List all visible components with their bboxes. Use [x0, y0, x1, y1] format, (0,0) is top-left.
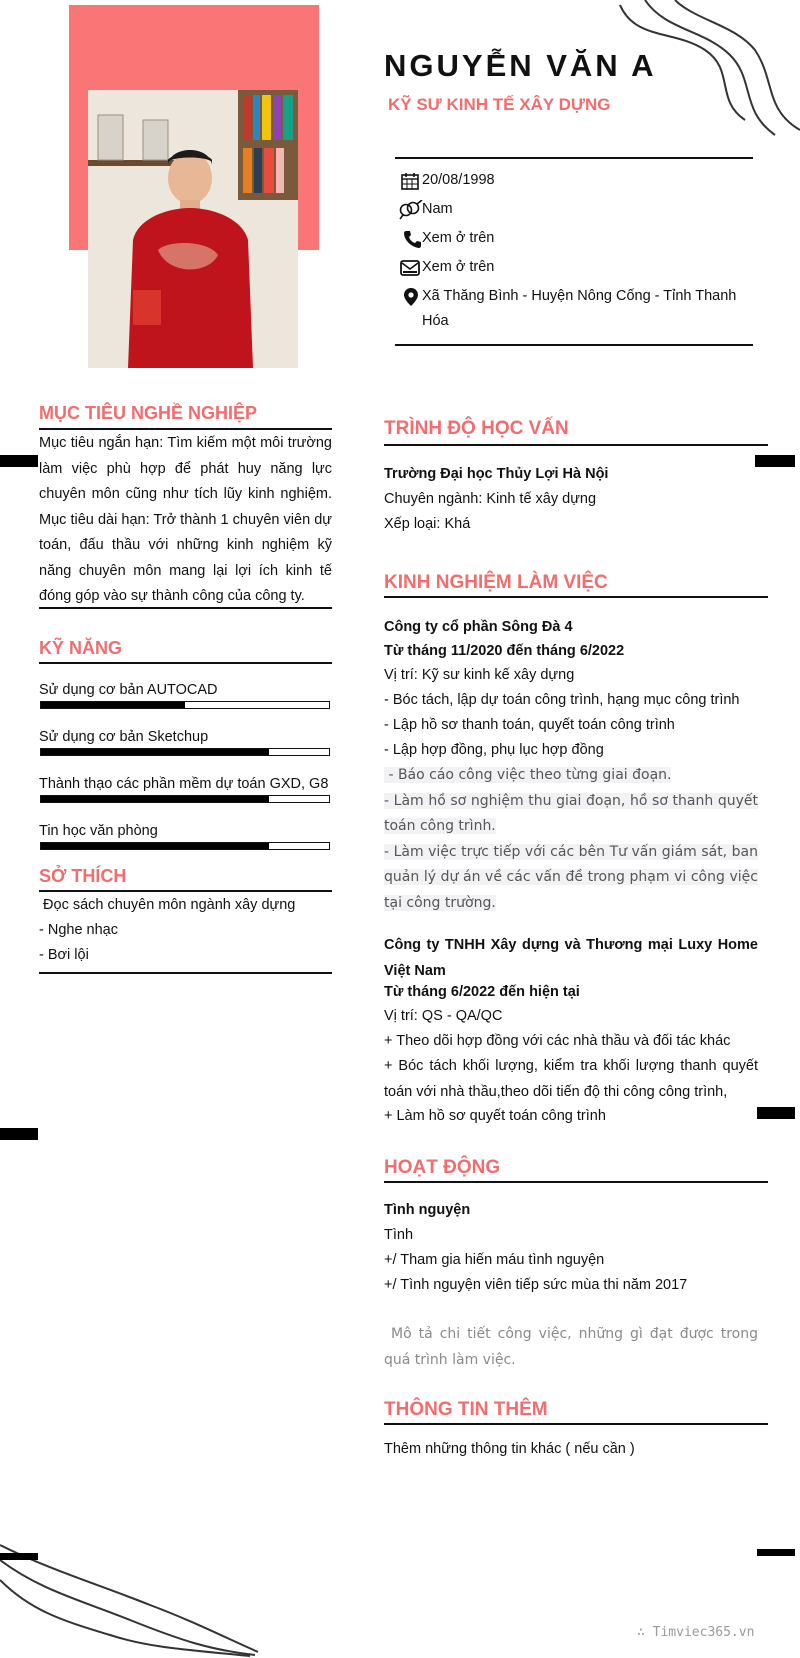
calendar-icon [400, 171, 420, 191]
avatar [88, 90, 298, 368]
job-duty: + Làm hồ sơ quyết toán công trình [384, 1108, 606, 1124]
experience-title: KINH NGHIỆM LÀM VIỆC [384, 572, 608, 593]
job-duty: + Bóc tách khối lượng, kiểm tra khối lượng thanh quyết toán với nhà thầu,theo dõi tiến độ thi công công trình, [384, 1058, 758, 1100]
job-period: Từ tháng 6/2022 đến hiện tại [384, 984, 580, 1000]
education-title: TRÌNH ĐỘ HỌC VẤN [384, 418, 569, 439]
edge-block [0, 1128, 38, 1140]
job-duty: - Bóc tách, lập dự toán công trình, hạng mục công trình [384, 692, 740, 708]
hobbies-rule [39, 890, 332, 892]
job-duty: + Theo dõi hợp đồng với các nhà thầu và đối tác khác [384, 1033, 731, 1049]
education-major: Chuyên ngành: Kinh tế xây dựng [384, 491, 597, 507]
candidate-name: NGUYỄN VĂN A [384, 48, 657, 83]
job-duty: - Lập hợp đồng, phụ lục hợp đồng [384, 742, 604, 758]
objective-rule [39, 428, 332, 430]
skill-bar [40, 842, 330, 850]
contact-phone: Xem ở trên [422, 230, 495, 246]
edge-block [0, 1553, 38, 1560]
skill-label: Sử dụng cơ bản AUTOCAD [39, 682, 218, 698]
job-position: Vị trí: QS - QA/QC [384, 1008, 503, 1024]
activity-item: +/ Tình nguyện viên tiếp sức mùa thi năm 2017 [384, 1277, 688, 1293]
gender-icon [398, 200, 424, 220]
phone-icon [402, 229, 422, 249]
hobby-item: - Nghe nhạc [39, 922, 118, 938]
skill-bar [40, 701, 330, 709]
activity-description: Mô tả chi tiết công việc, những gì đạt được trong quá trình làm việc. [384, 1326, 763, 1368]
contact-top-rule [395, 157, 753, 159]
activities-title: HOẠT ĐỘNG [384, 1157, 501, 1178]
edge-block [757, 1549, 795, 1556]
hobby-item: Đọc sách chuyên môn ngành xây dựng [39, 897, 296, 913]
activities-rule [384, 1181, 768, 1183]
contact-gender: Nam [422, 201, 453, 217]
location-icon [401, 287, 421, 307]
hobbies-bottom-rule [39, 972, 332, 974]
education-school: Trường Đại học Thủy Lợi Hà Nội [384, 466, 609, 482]
job-duty: - Lập hồ sơ thanh toán, quyết toán công trình [384, 717, 675, 733]
job-company: Công ty cổ phần Sông Đà 4 [384, 619, 573, 635]
skill-bar [40, 748, 330, 756]
extra-rule [384, 1423, 768, 1425]
edge-block [755, 455, 795, 467]
edge-block [0, 455, 38, 467]
extra-text: Thêm những thông tin khác ( nếu cần ) [384, 1441, 635, 1457]
contact-address: Xã Thăng Bình - Huyện Nông Cống - Tỉnh Thanh Hóa [422, 288, 737, 329]
contact-email: Xem ở trên [422, 259, 495, 275]
decorative-curves-bottom [0, 1540, 260, 1658]
activity-item: +/ Tham gia hiến máu tình nguyện [384, 1252, 605, 1268]
experience-rule [384, 596, 768, 598]
watermark: ∴ Timviec365.vn [637, 1625, 755, 1640]
job-company: Công ty TNHH Xây dựng và Thương mại Luxy Home Việt Nam [384, 937, 758, 979]
extra-title: THÔNG TIN THÊM [384, 1399, 548, 1420]
skill-label: Thành thạo các phần mềm dự toán GXD, G8 [39, 776, 329, 792]
activity-org: Tình [384, 1227, 414, 1243]
job-period: Từ tháng 11/2020 đến tháng 6/2022 [384, 643, 625, 659]
education-rule [384, 444, 768, 446]
job-position: Vị trí: Kỹ sư kinh kế xây dựng [384, 667, 575, 683]
skills-title: KỸ NĂNG [39, 638, 123, 658]
hobby-item: - Bơi lội [39, 947, 89, 963]
activity-name: Tình nguyện [384, 1202, 471, 1218]
objective-text: Mục tiêu ngắn hạn: Tìm kiếm một môi trường làm việc phù hợp để phát huy năng lực chuyên môn cũng như tích lũy kinh nghiệm. Mục tiêu dài hạn: Trở thành 1 chuyên viên dự toán, đấu thầu với những kinh nghiệm kỹ năng chuyên môn mang lại lợi ích kinh tế đóng góp vào sự thành công của công ty. [39, 435, 332, 604]
edge-block [757, 1107, 795, 1119]
objective-bottom-rule [39, 607, 332, 609]
candidate-role: KỸ SƯ KINH TẾ XÂY DỰNG [388, 95, 611, 114]
education-grade: Xếp loại: Khá [384, 516, 471, 532]
skills-rule [39, 662, 332, 664]
skill-label: Tin học văn phòng [39, 823, 158, 839]
contact-birthday: 20/08/1998 [422, 172, 495, 188]
hobbies-title: SỞ THÍCH [39, 866, 127, 886]
objective-title: MỤC TIÊU NGHỀ NGHIỆP [39, 403, 258, 423]
job-duty-extra: - Báo cáo công việc theo từng giai đoạn. - Làm hồ sơ nghiệm thu giai đoạn, hồ sơ thanh quyết toán công trình. - Làm việc trực tiếp với các bên Tư vấn giám sát, ban quản lý dự án về các vấn đề trong phạm vi công việc tại công trường. [384, 767, 758, 911]
skill-label: Sử dụng cơ bản Sketchup [39, 729, 209, 745]
mail-icon [400, 258, 420, 278]
skill-bar [40, 795, 330, 803]
contact-bottom-rule [395, 344, 753, 346]
